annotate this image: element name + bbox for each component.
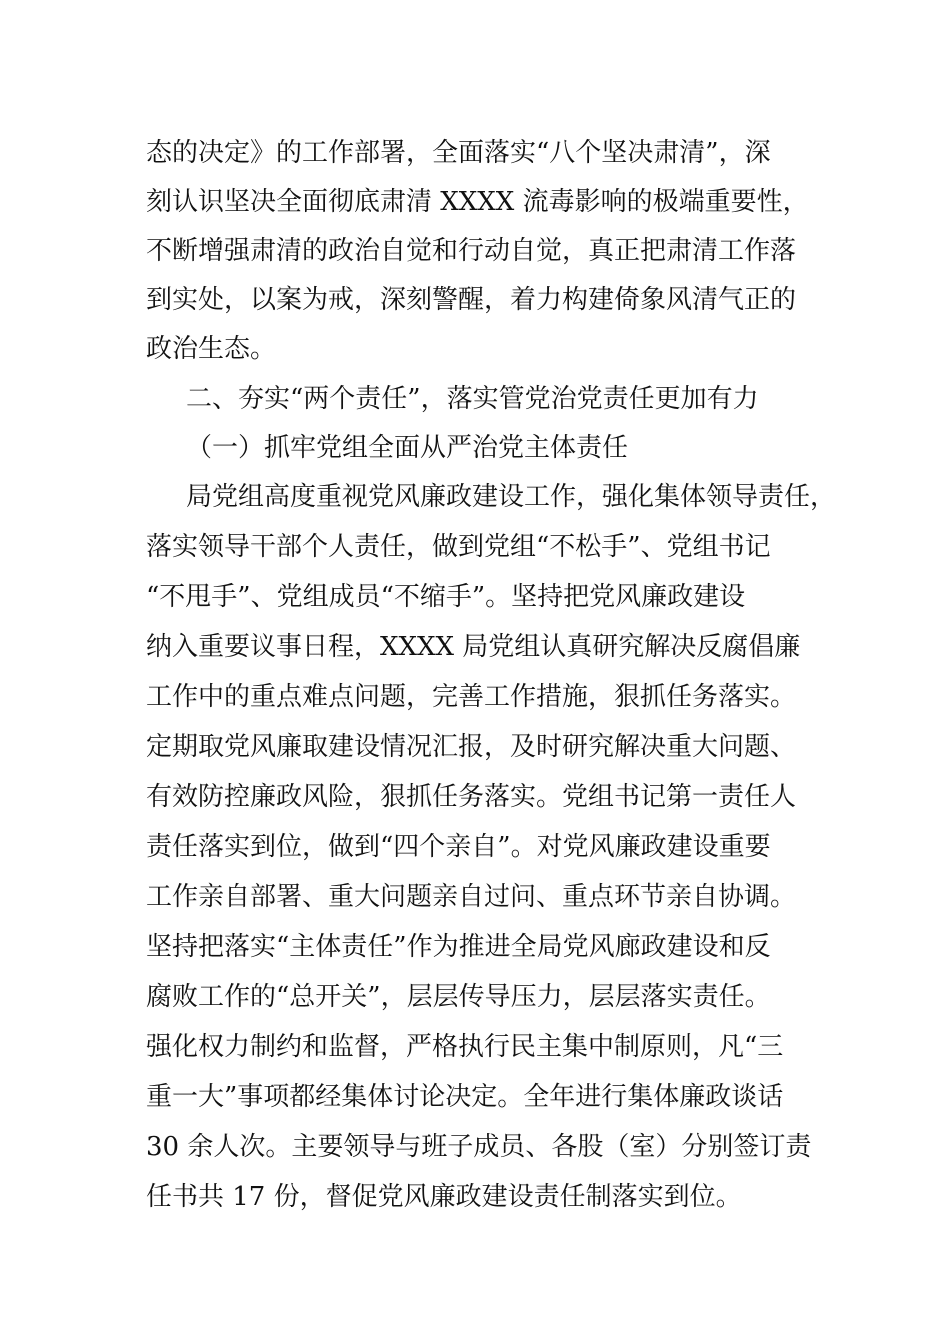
text-line: 责任落实到位，做到“四个亲自”。对党风廉政建设重要 — [146, 832, 771, 862]
text-line: 到实处，以案为戒，深刻警醒，着力构建倚象风清气正的 — [146, 285, 797, 315]
text-line: 政治生态。 — [146, 334, 277, 364]
text-line: 落实领导干部个人责任，做到党组“不松手”、党组书记 — [146, 532, 771, 562]
text-line: 局党组高度重视党风廉政建设工作，强化集体领导责任， — [186, 482, 837, 512]
text-line: 强化权力制约和监督，严格执行民主集中制原则，凡“三 — [146, 1032, 784, 1062]
text-line: 刻认识坚决全面彻底肃清 XXXX 流毒影响的极端重要性， — [146, 187, 809, 217]
section-heading: 二、夯实“两个责任”，落实管党治党责任更加有力 — [186, 384, 759, 414]
text-line: “不甩手”、党组成员“不缩手”。坚持把党风廉政建设 — [146, 582, 746, 612]
text-line: 工作亲自部署、重大问题亲自过问、重点环节亲自协调。 — [146, 882, 797, 912]
text-line: 任书共 17 份，督促党风廉政建设责任制落实到位。 — [146, 1182, 742, 1212]
text-line: 有效防控廉政风险，狠抓任务落实。党组书记第一责任人 — [146, 782, 797, 812]
text-line: 纳入重要议事日程，XXXX 局党组认真研究解决反腐倡廉 — [146, 632, 801, 662]
subsection-heading: （一）抓牢党组全面从严治党主体责任 — [186, 433, 629, 463]
text-line: 30 余人次。主要领导与班子成员、各股（室）分别签订责 — [146, 1132, 812, 1162]
text-line: 不断增强肃清的政治自觉和行动自觉，真正把肃清工作落 — [146, 236, 797, 266]
text-line: 工作中的重点难点问题，完善工作措施，狠抓任务落实。 — [146, 682, 797, 712]
text-line: 定期取党风廉取建设情况汇报，及时研究解决重大问题、 — [146, 732, 797, 762]
text-line: 坚持把落实“主体责任”作为推进全局党风廊政建设和反 — [146, 932, 771, 962]
text-line: 态的决定》的工作部署，全面落实“八个坚决肃清”，深 — [146, 138, 771, 168]
text-line: 腐败工作的“总开关”，层层传导压力，层层落实责任。 — [146, 982, 771, 1012]
text-line: 重一大”事项都经集体讨论决定。全年进行集体廉政谈话 — [146, 1082, 784, 1112]
